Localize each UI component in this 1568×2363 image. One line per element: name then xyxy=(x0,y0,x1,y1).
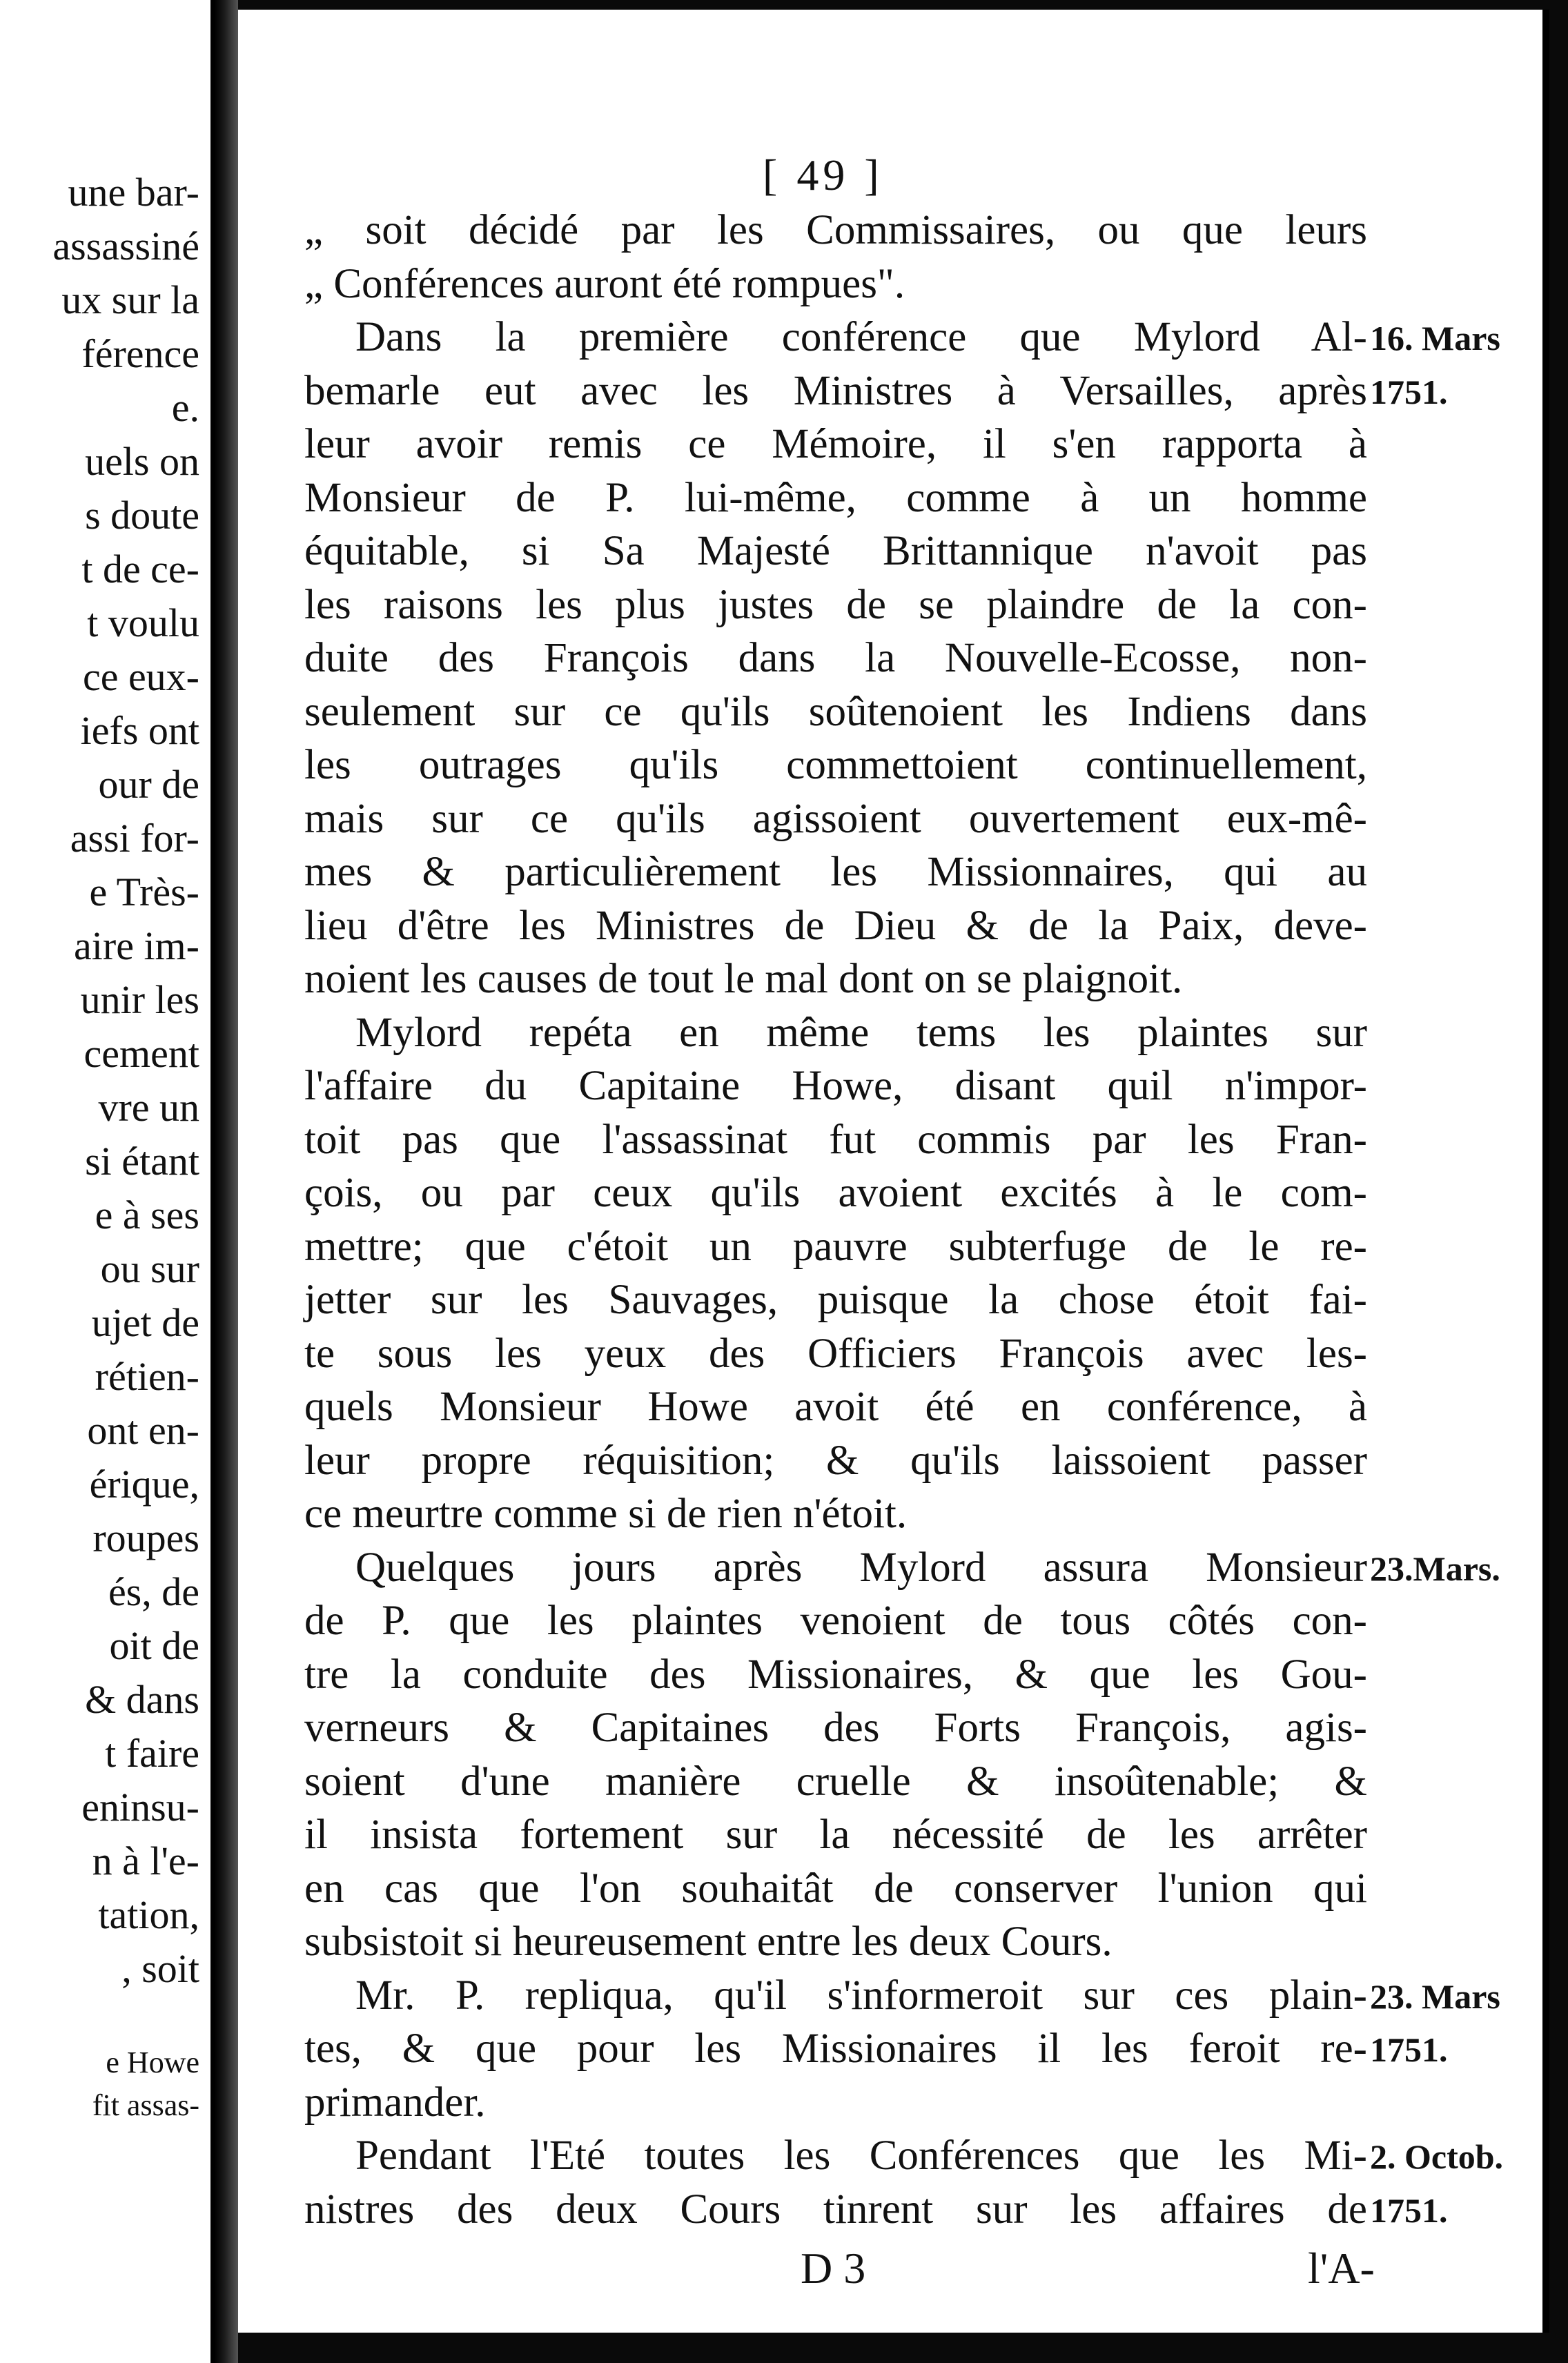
text-line: nistres des deux Cours tinrent sur les affaires de xyxy=(304,2186,1367,2233)
left-page-line: e Très- xyxy=(89,870,199,914)
left-page-line: és, de xyxy=(108,1569,199,1614)
text-line: il insista fortement sur la nécessité de les arrêter xyxy=(304,1812,1367,1858)
book-gutter xyxy=(215,0,238,2363)
left-page-line: assi for- xyxy=(70,816,199,861)
margin-date-note: 2. Octob. xyxy=(1370,2137,1504,2176)
text-line: équitable, si Sa Majesté Brittannique n'avoit pas xyxy=(304,528,1367,574)
margin-date-note: 23. Mars xyxy=(1370,1977,1500,2016)
text-line: Monsieur de P. lui-même, comme à un homme xyxy=(304,474,1367,521)
text-line: „ soit décidé par les Commissaires, ou que leurs xyxy=(304,207,1367,253)
left-page-line: assassiné xyxy=(52,224,199,268)
text-line: Pendant l'Eté toutes les Conférences que les Mi- xyxy=(355,2132,1367,2179)
text-line: de P. que les plaintes venoient de tous côtés con- xyxy=(304,1598,1367,1644)
left-page-line: érique, xyxy=(89,1462,199,1507)
left-page-line: , soit xyxy=(121,1946,199,1991)
left-page-line: si étant xyxy=(85,1139,199,1184)
left-page-line: uels on xyxy=(85,439,199,484)
margin-date-note: 1751. xyxy=(1370,2190,1448,2230)
left-page-line: n à l'e- xyxy=(92,1839,199,1883)
left-page-line: iefs ont xyxy=(80,708,199,753)
text-line: seulement sur ce qu'ils soûtenoient les Indiens dans xyxy=(304,688,1367,735)
left-page-line: t faire xyxy=(105,1731,199,1776)
text-line: soient d'une manière cruelle & insoûtenable; & xyxy=(304,1758,1367,1805)
left-page-line: ux sur la xyxy=(61,277,199,322)
left-page-line: e. xyxy=(171,385,199,430)
text-line: leur avoir remis ce Mémoire, il s'en rapporta à xyxy=(304,421,1367,467)
text-line: primander. xyxy=(304,2079,486,2126)
text-line: bemarle eut avec les Ministres à Versailles, après xyxy=(304,367,1367,414)
left-page-line: ce eux- xyxy=(82,654,199,699)
text-line: verneurs & Capitaines des Forts François, agis- xyxy=(304,1705,1367,1751)
text-line: l'affaire du Capitaine Howe, disant quil n'impor- xyxy=(304,1063,1367,1109)
text-line: duite des François dans la Nouvelle-Ecosse, non- xyxy=(304,635,1367,681)
text-line: Dans la première conférence que Mylord Al- xyxy=(355,314,1367,360)
text-line: en cas que l'on souhaitât de conserver l'union qui xyxy=(304,1865,1367,1912)
page-number: [ 49 ] xyxy=(763,150,883,199)
margin-date-note: 1751. xyxy=(1370,2030,1448,2069)
text-line: noient les causes de tout le mal dont on se plaignoit. xyxy=(304,956,1183,1002)
text-line: ce meurtre comme si de rien n'étoit. xyxy=(304,1491,908,1537)
text-line: Mr. P. repliqua, qu'il s'informeroit sur ces plain- xyxy=(355,1972,1367,2019)
left-page-line: oit de xyxy=(109,1623,199,1668)
left-page-line: unir les xyxy=(80,977,199,1022)
left-page-footnote-line: e Howe xyxy=(106,2046,199,2079)
left-page-line: ou sur xyxy=(100,1246,199,1291)
margin-date-note: 16. Mars xyxy=(1370,319,1500,357)
text-line: toit pas que l'assassinat fut commis par les Fran- xyxy=(304,1116,1367,1163)
text-line: les raisons les plus justes de se plaindre de la con- xyxy=(304,581,1367,628)
margin-date-note: 23.Mars. xyxy=(1370,1549,1500,1588)
text-line: mais sur ce qu'ils agissoient ouvertement eux-mê- xyxy=(304,795,1367,842)
left-page-footnote-line: fit assas- xyxy=(92,2088,199,2122)
left-page-line: & dans xyxy=(85,1677,199,1722)
text-line: subsistoit si heureusement entre les deux Cours. xyxy=(304,1919,1113,1965)
text-line: jetter sur les Sauvages, puisque la chose étoit fai- xyxy=(304,1277,1367,1323)
left-page-line: ujet de xyxy=(91,1300,199,1345)
text-line: leur propre réquisition; & qu'ils laissoient passer xyxy=(304,1437,1367,1484)
left-page-line: e à ses xyxy=(95,1193,199,1237)
margin-date-note: 1751. xyxy=(1370,372,1448,411)
text-line: les outrages qu'ils commettoient continuellement, xyxy=(304,742,1367,788)
text-line: „ Conférences auront été rompues". xyxy=(304,260,905,307)
left-page-line: rétien- xyxy=(95,1354,199,1399)
text-line: çois, ou par ceux qu'ils avoient excités à le com- xyxy=(304,1170,1367,1216)
left-page-line: t voulu xyxy=(87,600,199,645)
text-line: tre la conduite des Missionaires, & que les Gou- xyxy=(304,1651,1367,1698)
left-page-line: roupes xyxy=(92,1516,199,1560)
left-page-line: cement xyxy=(84,1031,199,1076)
text-line: tes, & que pour les Missionaires il les feroit re- xyxy=(304,2026,1367,2072)
left-page-line: aire im- xyxy=(74,923,199,968)
left-page-line: our de xyxy=(98,762,199,807)
text-line: mettre; que c'étoit un pauvre subterfuge de le re- xyxy=(304,1223,1367,1270)
left-page-line: vre un xyxy=(98,1085,199,1130)
text-line: lieu d'être les Ministres de Dieu & de la Paix, deve- xyxy=(304,902,1367,949)
left-page-line: s doute xyxy=(85,493,199,538)
left-page-fragment xyxy=(0,0,215,2363)
signature-mark: D 3 xyxy=(801,2244,866,2293)
catchword: l'A- xyxy=(1308,2244,1375,2293)
text-line: quels Monsieur Howe avoit été en conférence, à xyxy=(304,1384,1367,1430)
left-page-line: une bar- xyxy=(68,170,199,215)
text-line: te sous les yeux des Officiers François avec les- xyxy=(304,1330,1367,1377)
left-page-line: t de ce- xyxy=(81,547,199,591)
right-page xyxy=(238,10,1549,2333)
text-line: Quelques jours après Mylord assura Monsieur xyxy=(355,1544,1367,1591)
left-page-line: férence xyxy=(81,331,199,376)
text-line: Mylord repéta en même tems les plaintes sur xyxy=(355,1009,1367,1056)
left-page-line: ont en- xyxy=(87,1408,199,1453)
text-line: mes & particulièrement les Missionnaires, qui au xyxy=(304,849,1367,895)
left-page-line: eninsu- xyxy=(81,1785,199,1830)
left-page-line: tation, xyxy=(98,1892,199,1937)
